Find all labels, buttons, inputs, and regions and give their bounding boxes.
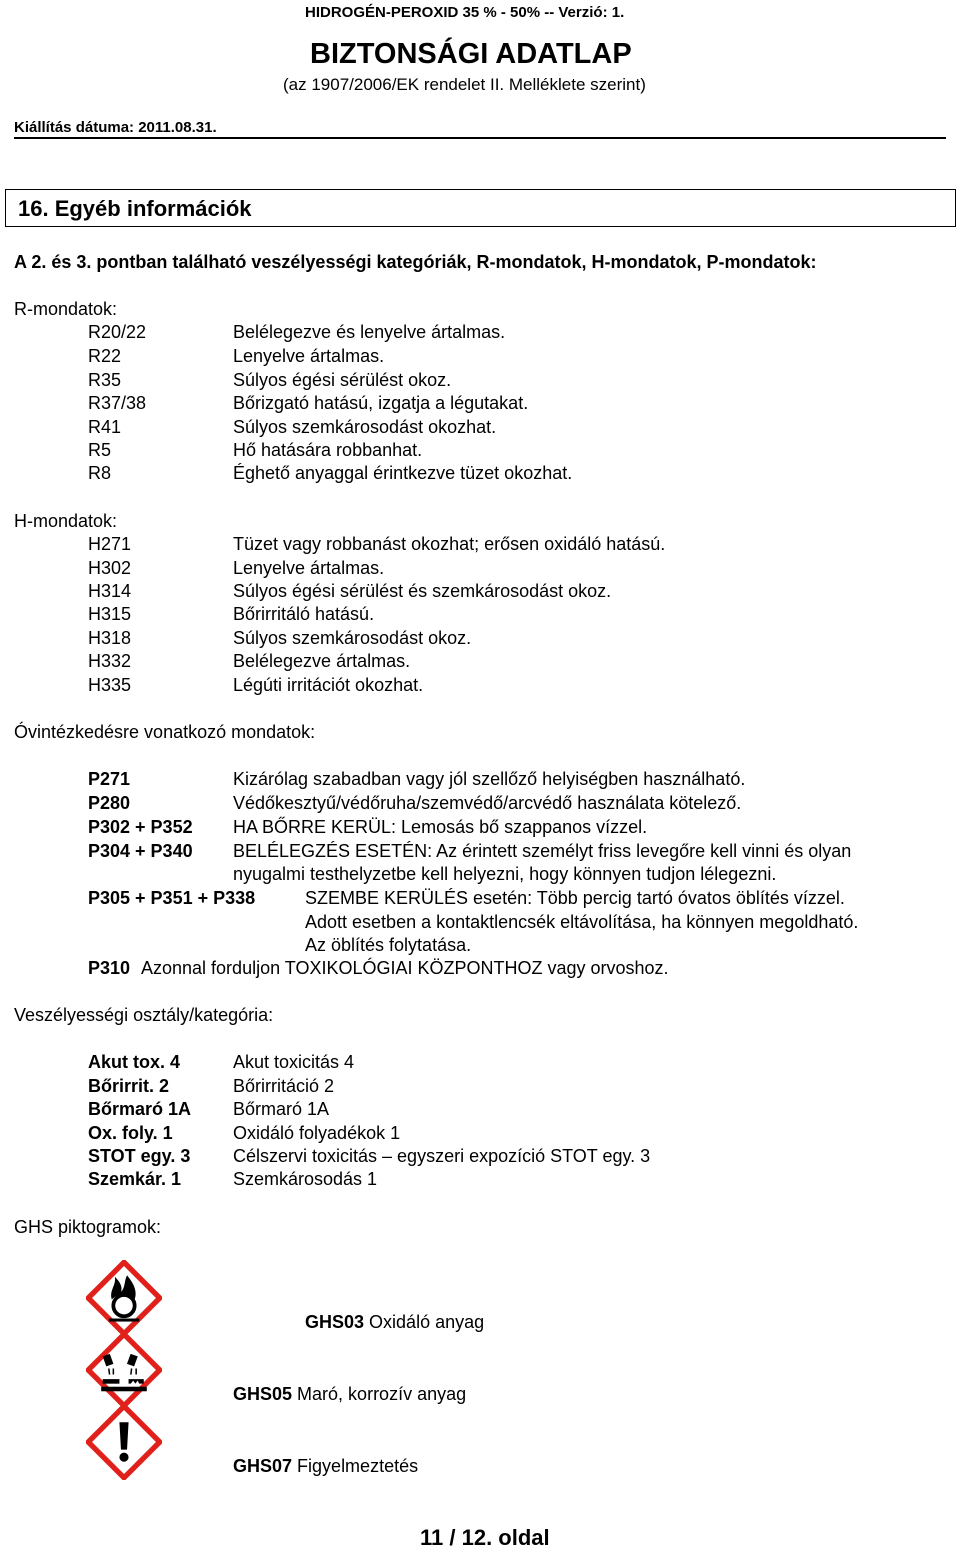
- r-code: R22: [88, 346, 122, 366]
- p-statements-label: Óvintézkedésre vonatkozó mondatok:: [14, 722, 316, 742]
- p-text: SZEMBE KERÜLÉS esetén: Több percig tartó óvatos öblítés vízzel.: [305, 888, 845, 908]
- r-code: R20/22: [88, 322, 147, 342]
- hazard-code: Ox. foly. 1: [88, 1123, 173, 1143]
- h-text: Tüzet vagy robbanást okozhat; erősen oxidáló hatású.: [233, 534, 666, 554]
- hazard-classes-label: Veszélyességi osztály/kategória:: [14, 1005, 274, 1025]
- p-text: Azonnal forduljon TOXIKOLÓGIAI KÖZPONTHOZ vagy orvoshoz.: [141, 958, 669, 978]
- exclamation-mark-icon: [86, 1404, 162, 1480]
- h-code: H271: [88, 534, 132, 554]
- r-text: Lenyelve ártalmas.: [233, 346, 385, 366]
- p-text: BELÉLEGZÉS ESETÉN: Az érintett személyt friss levegőre kell vinni és olyan: [233, 841, 852, 861]
- h-text: Lenyelve ártalmas.: [233, 558, 385, 578]
- p-code: P310: [88, 958, 131, 978]
- ghs-pictograms-label: GHS piktogramok:: [14, 1217, 162, 1237]
- hazard-code: Akut tox. 4: [88, 1052, 181, 1072]
- p-code: P271: [88, 769, 131, 789]
- h-text: Légúti irritációt okozhat.: [233, 675, 424, 695]
- hazard-text: Bőrirritáció 2: [233, 1076, 335, 1096]
- product-line: HIDROGÉN-PEROXID 35 % - 50% -- Verzió: 1.: [305, 4, 625, 21]
- r-text: Hő hatására robbanhat.: [233, 440, 423, 460]
- r-statements-label: R-mondatok:: [14, 299, 118, 319]
- h-code: H315: [88, 604, 132, 624]
- hazard-code: Bőrmaró 1A: [88, 1099, 192, 1119]
- hazard-code: STOT egy. 3: [88, 1146, 191, 1166]
- document-subtitle: (az 1907/2006/EK rendelet II. Melléklete szerint): [283, 75, 646, 94]
- r-code: R41: [88, 417, 122, 437]
- r-text: Bőrizgató hatású, izgatja a légutakat.: [233, 393, 529, 413]
- p-text: Az öblítés folytatása.: [305, 935, 472, 955]
- ghs05-text: Maró, korrozív anyag: [297, 1384, 467, 1404]
- section-title: 16. Egyéb információk: [18, 196, 252, 221]
- r-text: Súlyos szemkárosodást okozhat.: [233, 417, 497, 437]
- r-code: R5: [88, 440, 112, 460]
- hazard-text: Bőrmaró 1A: [233, 1099, 330, 1119]
- h-text: Belélegezve ártalmas.: [233, 651, 411, 671]
- document-title: BIZTONSÁGI ADATLAP: [310, 38, 632, 70]
- r-code: R8: [88, 463, 112, 483]
- p-text: nyugalmi testhelyzetbe kell helyezni, hogy könnyen tudjon lélegezni.: [233, 864, 777, 884]
- h-code: H335: [88, 675, 132, 695]
- h-code: H302: [88, 558, 132, 578]
- ghs07-text: Figyelmeztetés: [297, 1456, 419, 1476]
- p-text: HA BŐRRE KERÜL: Lemosás bő szappanos vízzel.: [233, 817, 648, 837]
- section-header: [5, 189, 956, 227]
- hazard-code: Bőrirrit. 2: [88, 1076, 170, 1096]
- section-intro: A 2. és 3. pontban található veszélyességi kategóriák, R-mondatok, H-mondatok, P-mondatok:: [14, 252, 817, 272]
- hazard-text: Akut toxicitás 4: [233, 1052, 355, 1072]
- p-text: Adott esetben a kontaktlencsék eltávolítása, ha könnyen megoldható.: [305, 912, 859, 932]
- p-text: Védőkesztyű/védőruha/szemvédő/arcvédő használata kötelező.: [233, 793, 742, 813]
- hazard-code: Szemkár. 1: [88, 1169, 182, 1189]
- h-text: Súlyos égési sérülést és szemkárosodást okoz.: [233, 581, 612, 601]
- ghs03-code: GHS03: [305, 1312, 365, 1332]
- ghs05-label: [233, 1384, 466, 1405]
- p-code: P302 + P352: [88, 817, 193, 837]
- r-text: Súlyos égési sérülést okoz.: [233, 370, 452, 390]
- ghs03-text: Oxidáló anyag: [369, 1312, 485, 1332]
- ghs07-label: [233, 1456, 418, 1477]
- hazard-text: Oxidáló folyadékok 1: [233, 1123, 401, 1143]
- h-text: Bőrirritáló hatású.: [233, 604, 375, 624]
- r-code: R37/38: [88, 393, 147, 413]
- p-code: P280: [88, 793, 131, 813]
- ghs05-code: GHS05: [233, 1384, 293, 1404]
- issue-date: Kiállítás dátuma: 2011.08.31.: [14, 119, 217, 136]
- header-rule: [14, 137, 946, 139]
- h-text: Súlyos szemkárosodást okoz.: [233, 628, 472, 648]
- page-number: 11 / 12. oldal: [420, 1525, 550, 1550]
- h-code: H332: [88, 651, 132, 671]
- r-text: Belélegezve és lenyelve ártalmas.: [233, 322, 506, 342]
- p-code: P305 + P351 + P338: [88, 888, 256, 908]
- r-text: Éghető anyaggal érintkezve tüzet okozhat.: [233, 463, 573, 483]
- h-code: H318: [88, 628, 132, 648]
- r-code: R35: [88, 370, 122, 390]
- p-text: Kizárólag szabadban vagy jól szellőző helyiségben használható.: [233, 769, 746, 789]
- ghs03-label: [305, 1312, 484, 1333]
- p-code: P304 + P340: [88, 841, 193, 861]
- hazard-text: Szemkárosodás 1: [233, 1169, 378, 1189]
- h-code: H314: [88, 581, 132, 601]
- hazard-text: Célszervi toxicitás – egyszeri expozíció STOT egy. 3: [233, 1146, 651, 1166]
- ghs07-code: GHS07: [233, 1456, 293, 1476]
- h-statements-label: H-mondatok:: [14, 511, 118, 531]
- flame-over-circle-icon: [86, 1260, 162, 1336]
- corrosion-icon: [86, 1332, 162, 1408]
